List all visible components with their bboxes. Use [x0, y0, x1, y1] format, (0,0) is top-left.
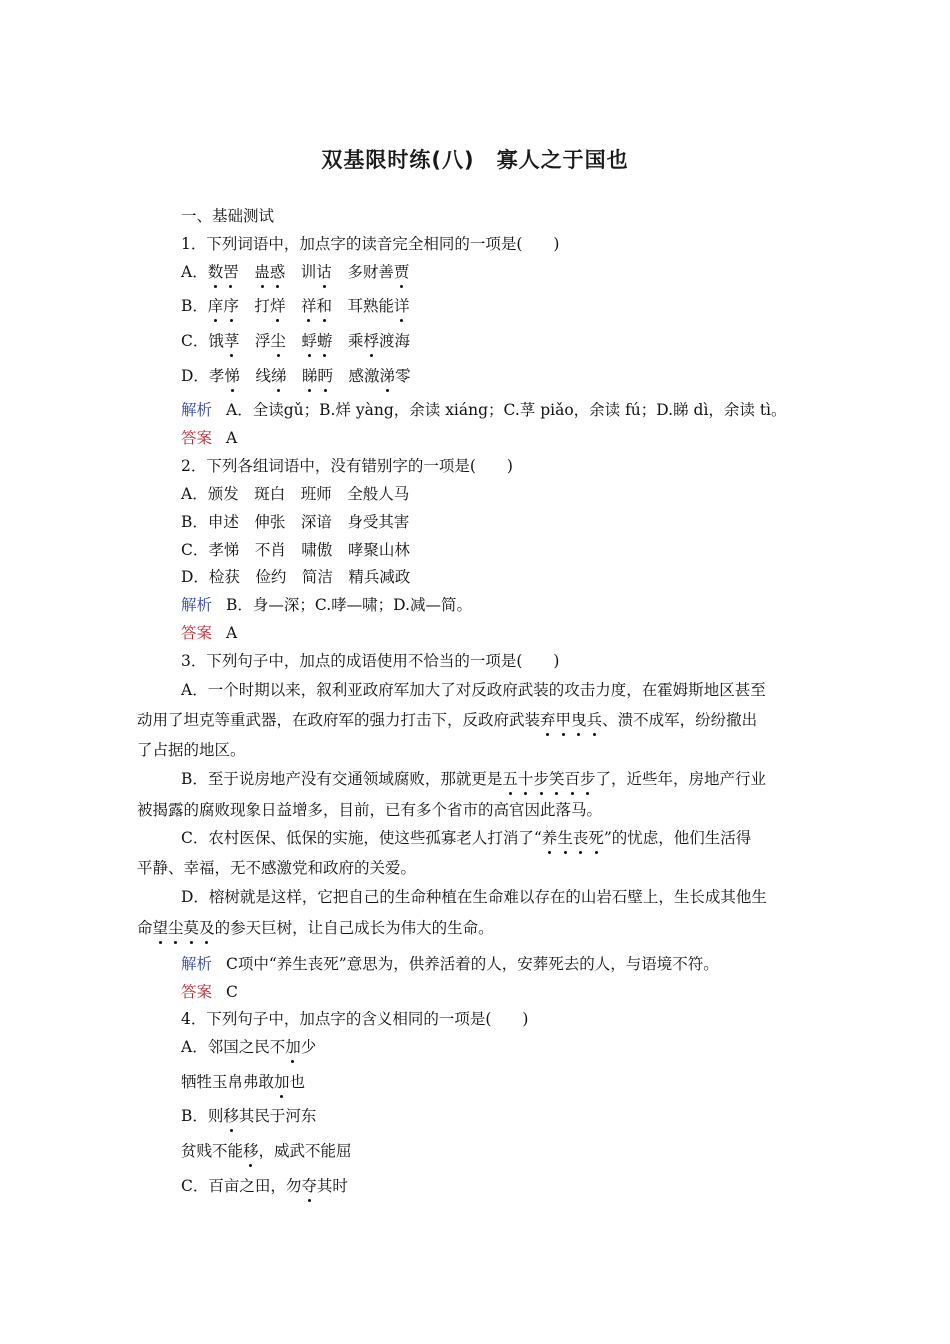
answer-label: 答案 — [181, 624, 213, 642]
dotted-idiom — [502, 770, 595, 788]
q1-answer — [181, 428, 237, 448]
emphasized-char: 烊 — [269, 297, 286, 315]
text-run: C．农村医保、低保的实施，使这些孤寡老人打消了“ — [181, 829, 542, 847]
q2-option-c: C．孝悌 不肖 啸傲 哮聚山林 — [181, 541, 410, 559]
emphasized-char: 弃 — [540, 711, 556, 729]
emphasized-char: 加 — [285, 1038, 301, 1056]
section-heading: 一、基础测试 — [181, 207, 275, 225]
emphasized-char: 五 — [502, 770, 518, 788]
q2-answer — [181, 623, 237, 643]
q3-option-c-line1 — [181, 828, 751, 848]
text-run: 训 — [285, 263, 317, 281]
emphasized-char: 庠 — [207, 297, 224, 315]
text-run: 线 — [239, 367, 271, 385]
emphasized-char: 诂 — [316, 263, 332, 281]
q2-option-d: D．检获 俭约 简洁 精兵减政 — [181, 568, 411, 586]
answer-text: C — [226, 983, 238, 1001]
q4-option-c-line1 — [181, 1176, 348, 1196]
text-run: 贫贱不能 — [181, 1142, 244, 1160]
emphasized-char: 莩 — [223, 332, 240, 350]
text-run: 少 — [300, 1038, 317, 1056]
text-run: A．邻国之民不 — [181, 1038, 286, 1056]
analysis-label: 解析 — [181, 596, 213, 614]
text-run: 牺牲玉帛弗敢 — [181, 1073, 275, 1091]
emphasized-char: 莫 — [183, 919, 200, 937]
q3-option-a-line3: 了占据的地区。 — [137, 741, 246, 759]
emphasized-char: 移 — [243, 1142, 259, 1160]
emphasized-char: 眄 — [317, 367, 334, 385]
q4-option-b-line1 — [181, 1106, 316, 1126]
text-run: 多财善 — [331, 263, 394, 281]
text-run: ，威武不能屈 — [258, 1142, 352, 1160]
q1-stem: 1．下列词语中，加点字的读音完全相同的一项是( ) — [181, 235, 560, 253]
text-run: B．则 — [181, 1107, 224, 1125]
emphasized-char: 甲 — [555, 711, 572, 729]
emphasized-char: 祥 — [300, 297, 317, 315]
answer-label: 答案 — [181, 983, 213, 1001]
q2-option-b: B．申述 伸张 深谙 身受其害 — [181, 513, 410, 531]
page-title: 双基限时练(八) 寡人之于国也 — [321, 148, 629, 172]
text-run — [286, 332, 302, 350]
emphasized-char: 步 — [533, 770, 549, 788]
emphasized-char: 望 — [152, 919, 169, 937]
text-run — [285, 297, 301, 315]
emphasized-char: 蝣 — [316, 332, 333, 350]
q2-option-a: A．颁发 斑白 班师 全般人马 — [181, 485, 410, 503]
text-run: 、溃不成军，纷纷撤出 — [602, 711, 758, 729]
dotted-idiom — [540, 711, 602, 729]
q3-answer — [181, 982, 238, 1002]
emphasized-char: 尘 — [168, 919, 184, 937]
emphasized-char: 蜉 — [301, 332, 317, 350]
emphasized-char: 移 — [223, 1107, 239, 1125]
emphasized-char: 加 — [274, 1073, 290, 1091]
q4-option-a-line2 — [181, 1072, 305, 1092]
emphasized-char: 罟 — [223, 263, 239, 281]
text-run: ”的忧虑，他们生活得 — [603, 829, 752, 847]
q2-analysis — [181, 595, 472, 615]
text-run: 命 — [137, 919, 153, 937]
q3-option-a-line2 — [137, 710, 757, 730]
emphasized-char: 贾 — [393, 263, 410, 281]
emphasized-char: 涕 — [379, 367, 396, 385]
answer-text: A — [226, 624, 238, 642]
text-run: 的参天巨树，让自己成长为伟大的生命。 — [214, 919, 494, 937]
text-run: 动用了坦克等重武器，在政府军的强力打击下，反政府武装 — [137, 711, 541, 729]
q3-option-c-line2: 平静、幸福，无不感激党和政府的关爱。 — [137, 859, 417, 877]
text-run: 其时 — [316, 1177, 348, 1195]
emphasized-char: 笑 — [548, 770, 565, 788]
q4-option-b-line2 — [181, 1141, 352, 1161]
emphasized-char: 养 — [541, 829, 558, 847]
dotted-idiom — [153, 919, 215, 937]
q1-option-c — [181, 331, 410, 351]
text-run: 也 — [289, 1073, 306, 1091]
emphasized-char: 及 — [199, 919, 215, 937]
emphasized-char: 步 — [579, 770, 596, 788]
emphasized-char: 生 — [557, 829, 573, 847]
q3-option-d-line2 — [137, 918, 494, 938]
text-run: 渡海 — [379, 332, 411, 350]
text-run: D．孝 — [181, 367, 225, 385]
emphasized-char: 数 — [207, 263, 224, 281]
analysis-text: A．全读gǔ；B.烊 yàng，余读 xiáng；C.莩 piǎo，余读 fú；D.睇 dì，余读 tì。 — [226, 401, 787, 419]
emphasized-char: 夺 — [301, 1177, 317, 1195]
analysis-text: C项中“养生丧死”意思为，供养活着的人，安葬死去的人，与语境不符。 — [226, 955, 719, 973]
text-run: 乘 — [332, 332, 364, 350]
emphasized-char: 十 — [517, 770, 534, 788]
q3-option-d-line1: D．榕树就是这样，它把自己的生命种植在生命难以存在的山岩石壁上，生长成其他生 — [181, 888, 767, 906]
emphasized-char: 桴 — [363, 332, 379, 350]
emphasized-char: 悌 — [224, 367, 240, 385]
text-run: 了，近些年，房地产行业 — [595, 770, 767, 788]
text-run: 其民于河东 — [238, 1107, 317, 1125]
q3-stem: 3．下列句子中，加点的成语使用不恰当的一项是( ) — [181, 652, 560, 670]
emphasized-char: 丧 — [572, 829, 589, 847]
q1-option-b — [181, 296, 410, 316]
emphasized-char: 详 — [394, 297, 410, 315]
emphasized-char: 死 — [588, 829, 604, 847]
emphasized-char: 睇 — [302, 367, 318, 385]
analysis-label: 解析 — [181, 955, 213, 973]
emphasized-char: 兵 — [586, 711, 603, 729]
text-run: C．饿 — [181, 332, 224, 350]
answer-text: A — [226, 429, 238, 447]
q1-analysis — [181, 400, 787, 420]
emphasized-char: 蛊 — [254, 263, 270, 281]
q3-option-a-line1: A．一个时期以来，叙利亚政府军加大了对反政府武装的攻击力度，在霍姆斯地区甚至 — [181, 681, 766, 699]
text-run: 打 — [238, 297, 270, 315]
q1-option-d — [181, 366, 411, 386]
q3-analysis — [181, 954, 719, 974]
text-run: C．百亩之田，勿 — [181, 1177, 302, 1195]
text-run: 零 — [395, 367, 411, 385]
emphasized-char: 惑 — [269, 263, 286, 281]
emphasized-char: 和 — [316, 297, 332, 315]
emphasized-char: 曳 — [571, 711, 587, 729]
analysis-text: B．身—深；C.哮—啸；D.减—简。 — [226, 596, 472, 614]
analysis-label: 解析 — [181, 401, 213, 419]
q3-option-b-line1 — [181, 769, 766, 789]
text-run: 浮 — [239, 332, 271, 350]
q4-stem: 4．下列句子中，加点字的含义相同的一项是( ) — [181, 1010, 529, 1028]
emphasized-char: 序 — [223, 297, 239, 315]
text-run: B． — [181, 297, 208, 315]
text-run: A． — [181, 263, 208, 281]
text-run — [286, 367, 302, 385]
text-run: B．至于说房地产没有交通领域腐败，那就更是 — [181, 770, 503, 788]
q4-option-a-line1 — [181, 1037, 316, 1057]
q2-stem: 2．下列各组词语中，没有错别字的一项是( ) — [181, 457, 513, 475]
q3-option-b-line2: 被揭露的腐败现象日益增多，目前，已有多个省市的高官因此落马。 — [137, 801, 603, 819]
q1-option-a — [181, 262, 409, 282]
emphasized-char: 百 — [564, 770, 580, 788]
emphasized-char: 尘 — [270, 332, 286, 350]
text-run: 耳熟能 — [332, 297, 395, 315]
text-run: 感激 — [333, 367, 380, 385]
text-run — [239, 263, 255, 281]
dotted-idiom — [542, 829, 604, 847]
answer-label: 答案 — [181, 429, 213, 447]
emphasized-char: 绨 — [270, 367, 287, 385]
